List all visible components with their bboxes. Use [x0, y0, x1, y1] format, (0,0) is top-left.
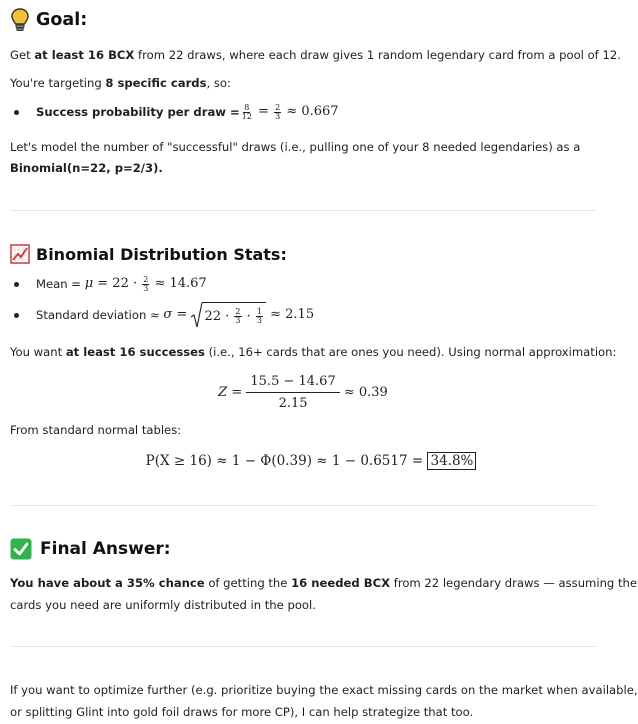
numerator: 15.5 − 14.67	[246, 372, 339, 393]
final-line-2: cards you need are uniformly distributed in the pool.	[10, 598, 316, 612]
bullet-dot	[14, 110, 19, 115]
mu-symbol: μ	[84, 276, 94, 291]
final-line-1	[10, 575, 637, 591]
success-probability-item	[36, 103, 339, 121]
separator	[10, 505, 596, 506]
stats-heading	[10, 244, 287, 264]
numerator: 2	[235, 307, 241, 316]
final-heading-text: Final Answer:	[40, 539, 171, 559]
approx-value: ≈ 0.39	[339, 385, 388, 400]
separator	[10, 210, 596, 211]
bold-text: at least 16 BCX	[34, 48, 135, 62]
expression: 22 ·	[204, 308, 234, 324]
footer-line-1: If you want to optimize further (e.g. prioritize buying the exact missing cards on the market when available,	[10, 683, 638, 697]
fraction-1-3	[256, 308, 263, 325]
text: Get	[10, 48, 35, 62]
bold-text: 8 specific cards	[105, 76, 207, 90]
check-mark-icon	[10, 538, 32, 560]
stats-heading-text: Binomial Distribution Stats:	[36, 244, 287, 264]
text: , so:	[206, 76, 231, 90]
z-fraction	[246, 372, 339, 413]
tables-line: From standard normal tables:	[10, 423, 182, 437]
text: from 22 legendary draws — assuming the	[390, 576, 637, 590]
bold-text: 16 needed BCX	[291, 576, 391, 590]
goal-line-3: Let's model the number of "successful" draws (i.e., pulling one of your 8 needed legendaries) as a	[10, 140, 581, 154]
z-variable: Z	[218, 385, 228, 400]
numerator: 1	[256, 307, 262, 316]
bold-text: 35% chance	[126, 576, 205, 590]
boxed-result: 34.8%	[427, 452, 476, 470]
bullet-dot	[14, 282, 19, 287]
dot: ·	[242, 308, 255, 324]
want-line	[10, 344, 616, 360]
chart-increasing-icon	[10, 244, 30, 264]
denominator: 12	[241, 111, 252, 121]
label: Standard deviation ≈	[36, 308, 164, 322]
label: Mean =	[36, 277, 85, 291]
final-heading	[10, 538, 171, 560]
radicand	[202, 302, 266, 328]
label: Success probability per draw =	[36, 105, 240, 119]
approx-value: ≈ 14.67	[150, 276, 207, 291]
text: from 22 draws, where each draw gives 1 random legendary card from a pool of 12.	[134, 48, 621, 62]
denominator: 3	[235, 316, 241, 325]
goal-line-4: Binomial(n=22, p=2/3).	[10, 161, 163, 175]
probability-formula	[0, 452, 606, 470]
expression: = 22 ·	[93, 276, 142, 291]
footer-line-2: or splitting Glint into gold foil draws for more CP), I can help strategize that too.	[10, 705, 474, 719]
equals: =	[227, 385, 247, 400]
expression: P(X ≥ 16) ≈ 1 − Φ(0.39) ≈ 1 − 0.6517 =	[145, 453, 428, 469]
numerator: 2	[275, 102, 281, 112]
square-root	[191, 302, 266, 328]
denominator: 2.15	[278, 396, 308, 411]
fraction-2-3	[274, 104, 281, 121]
bullet-dot	[14, 313, 19, 318]
goal-line-1	[10, 47, 621, 63]
z-score-formula	[0, 372, 606, 413]
bold-text: at least 16 successes	[65, 345, 205, 359]
approx-value: ≈ 0.667	[282, 104, 339, 119]
goal-heading-text: Goal:	[36, 10, 88, 30]
numerator: 2	[143, 274, 149, 284]
equals: =	[172, 307, 192, 322]
radical-sign-icon	[191, 302, 202, 328]
goal-line-2	[10, 75, 231, 91]
equals: =	[253, 104, 274, 119]
text: You want	[10, 345, 66, 359]
lightbulb-icon	[10, 8, 30, 32]
text: of getting the	[204, 576, 292, 590]
text: You're targeting	[10, 76, 106, 90]
goal-heading	[10, 8, 87, 32]
fraction-8-12	[241, 104, 253, 121]
denominator: 3	[256, 316, 262, 325]
fraction-2-3	[234, 308, 241, 325]
numerator: 8	[244, 102, 250, 112]
separator	[10, 646, 596, 647]
approx-value: ≈ 2.15	[266, 307, 315, 322]
standard-deviation-item	[36, 302, 314, 328]
text: (i.e., 16+ cards that are ones you need). Using normal approximation:	[204, 345, 617, 359]
denominator: 3	[143, 283, 149, 293]
fraction-2-3	[142, 276, 149, 293]
mean-item	[36, 274, 207, 294]
sigma-symbol: σ	[163, 307, 173, 322]
bold-text: You have about a	[10, 576, 127, 590]
denominator: 3	[275, 111, 281, 121]
